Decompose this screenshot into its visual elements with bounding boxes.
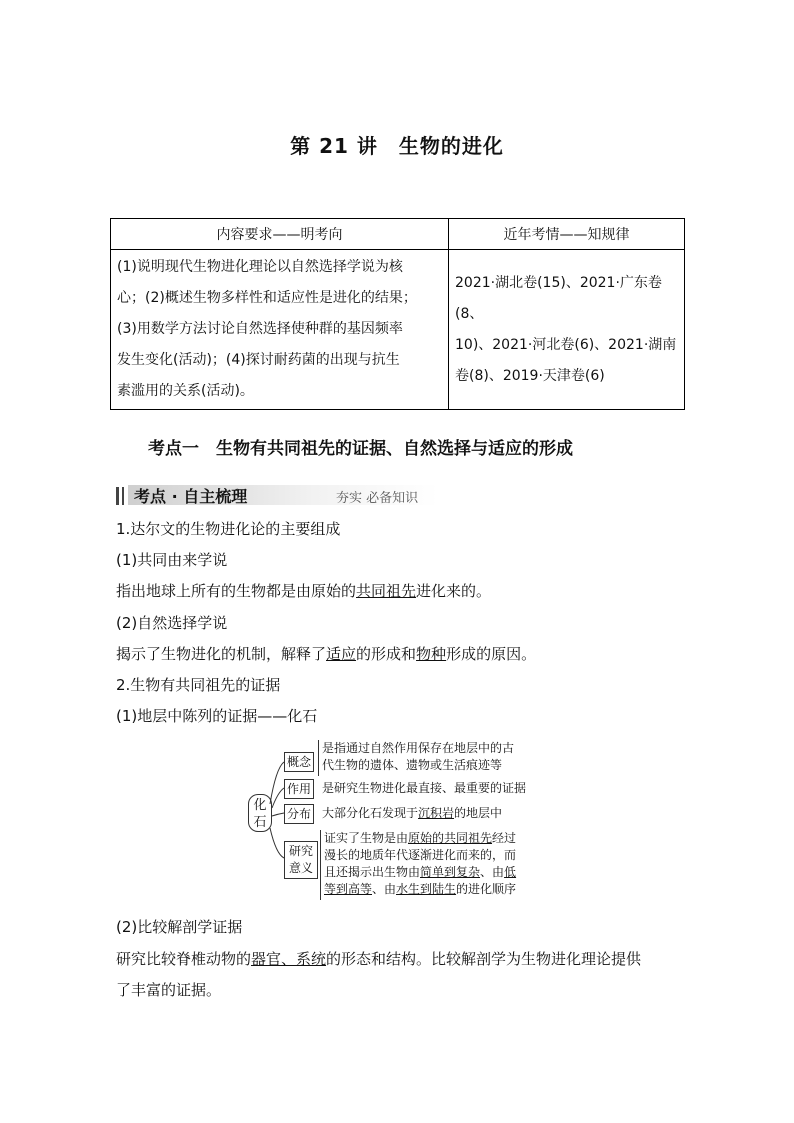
exam-line: 卷(8)、2019·天津卷(6) [455, 367, 605, 384]
page-title: 第 21 讲 生物的进化 [290, 134, 504, 158]
paragraph-3: 研究比较脊椎动物的器官、系统的形态和结构。比较解剖学为生物进化理论提供 [116, 950, 642, 968]
concept-box: 概念 [284, 752, 314, 772]
brace-line [318, 740, 319, 776]
role-text: 是研究生物进化最直接、最重要的证据 [322, 781, 527, 795]
section-title: 考点一 生物有共同祖先的证据、自然选择与适应的形成 [148, 439, 573, 459]
heading-1b: (2)自然选择学说 [116, 614, 228, 632]
banner-bar [116, 487, 119, 505]
exam-line: 2021·湖北卷(15)、2021·广东卷(8、 [455, 274, 662, 322]
heading-1a: (1)共同由来学说 [116, 551, 228, 569]
concept-text: 代生物的遗体、遗物或生活痕迹等 [322, 758, 503, 772]
role-box: 作用 [284, 779, 314, 799]
key-term: 器官、系统 [251, 950, 327, 968]
banner-label: 考点 · 自主梳理 [134, 487, 248, 506]
heading-1: 1.达尔文的生物进化论的主要组成 [116, 520, 341, 538]
distribution-text: 大部分化石发现于沉积岩的地层中 [322, 806, 503, 820]
brace-line [320, 830, 321, 900]
paragraph-1: 指出地球上所有的生物都是由原始的共同祖先进化来的。 [116, 582, 492, 600]
significance-text: 等到高等、由水生到陆生的进化顺序 [324, 882, 517, 896]
banner-bar [122, 487, 124, 505]
heading-2: 2.生物有共同祖先的证据 [116, 676, 281, 694]
heading-2b: (2)比较解剖学证据 [116, 918, 243, 936]
concept-text: 是指通过自然作用保存在地层中的古 [322, 741, 515, 755]
banner-subtitle: 夯实 必备知识 [336, 491, 419, 506]
key-term: 适应 [326, 645, 357, 663]
req-line: 素滥用的关系(活动)。 [117, 383, 254, 399]
section-banner [116, 483, 438, 507]
req-line: 心；(2)概述生物多样性和适应性是进化的结果； [117, 290, 417, 306]
fossil-node: 化石 [248, 794, 272, 832]
table-header-left: 内容要求——明考向 [111, 219, 449, 250]
table-header-right: 近年考情——知规律 [449, 219, 685, 250]
paragraph-3-cont: 了丰富的证据。 [116, 981, 222, 999]
exam-line: 10)、2021·河北卷(6)、2021·湖南 [455, 336, 677, 353]
heading-2a: (1)地层中陈列的证据——化石 [116, 707, 318, 725]
req-line: (3)用数学方法讨论自然选择使种群的基因频率 [117, 321, 403, 337]
requirements-table [110, 218, 685, 410]
key-term: 物种 [416, 645, 447, 663]
key-term: 共同祖先 [356, 582, 417, 600]
req-line: (1)说明现代生物进化理论以自然选择学说为核 [117, 259, 403, 275]
table-cell-exams [449, 250, 685, 410]
fossil-diagram [246, 738, 556, 904]
significance-box: 研究意义 [284, 841, 318, 879]
significance-text: 且还揭示出生物由简单到复杂、由低 [324, 865, 517, 879]
significance-text: 证实了生物是由原始的共同祖先经过 [324, 831, 517, 845]
req-line: 发生变化(活动)；(4)探讨耐药菌的出现与抗生 [117, 352, 400, 368]
table-cell-requirements [111, 250, 449, 410]
distribution-box: 分布 [284, 804, 314, 824]
paragraph-2: 揭示了生物进化的机制，解释了适应的形成和物种形成的原因。 [116, 645, 537, 663]
significance-text: 漫长的地质年代逐渐进化而来的，而 [324, 848, 517, 862]
